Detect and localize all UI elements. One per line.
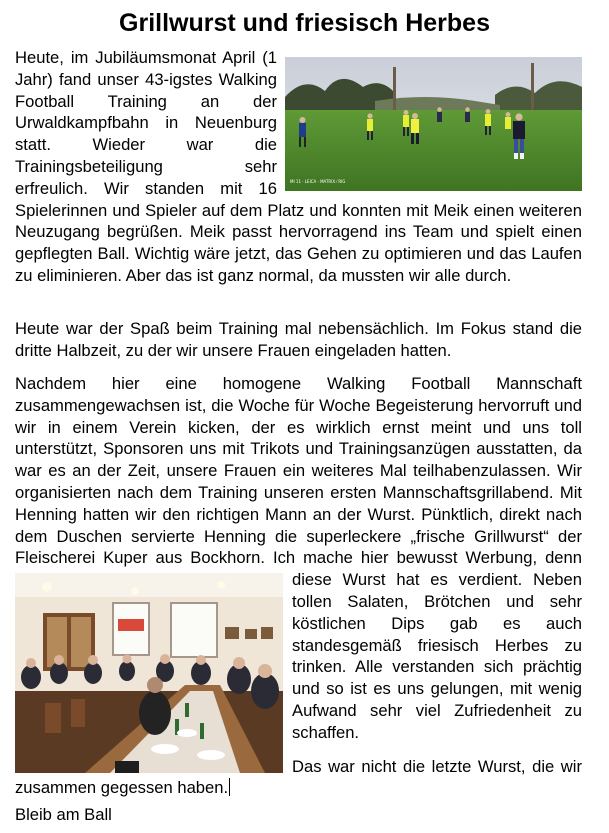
paragraph-4-text: Das war nicht die letzte Wurst, die wir zusammen gegessen haben. [15, 756, 582, 798]
football-training-photo [285, 57, 582, 191]
signoff: Bleib am Ball [15, 805, 112, 824]
paragraph-3-text-b: tollen Salaten, Brötchen und sehr köstlichen Dips gab es auch standesgemäß friesisch Herbes zu trinken. Alle verstanden sich prächtig und so ist es uns gelungen, mit wenig Aufwand sehr viel Zufriedenheit zu schaffen. [292, 591, 582, 742]
paragraph-1 [15, 47, 582, 287]
paragraph-1-text: Heute, im Jubiläumsmonat April (1 Jahr) fand unser 43-igstes Walking Football Training an der Urwaldkampfbahn in Neuenburg statt. Wieder war die Trainingsbeteiligung sehr erfreulich. Wir standen mit 16 Spielerinnen und Spieler auf dem Platz und konnten mit Meik einen weiteren Neuzugang begrüßen. Meik passt hervorragend ins Team und spielt einen gepflegten Ball. Wichtig wäre jetzt, das Gehen zu optimieren und das Laufen zu eliminieren. Aber das ist ganz normal, da mussten wir alle durch. [15, 48, 582, 285]
team-dinner-photo [15, 573, 283, 773]
text-cursor [229, 778, 230, 796]
photo-caption: MI 11 · LEICA · MATRIX ⁄ RIG [290, 179, 346, 184]
page-title: Grillwurst und friesisch Herbes [119, 9, 490, 37]
paragraph-3-text-a: Nachdem hier eine homogene Walking Football Mannschaft zusammengewachsen ist, die Woche für Woche Begeisterung hervorruft und wir in einem Verein kicken, der es wirklich ernst meint und uns toll unterstützt, Sponsoren uns mit Trikots und Trainingsanzügen ausstatten, da war es an der Zeit, unsere Frauen ein weiteres Mal teilhabenzulassen. Wir organisierten nach dem Training unseren ersten Mannschaftsgrillabend. Mit Henning hatten wir den richtigen Mann an der Wurst. Pünktlich, direkt nach dem Duschen servierte Henning die superleckere „frische Grillwurst“ der Fleischerei Kuper aus Bockhorn. Ich mache hier bewusst Werbung, denn diese Wurst hat es verdient. Neben [15, 374, 582, 590]
paragraph-2: Heute war der Spaß beim Training mal nebensächlich. Im Fokus stand die dritte Halbzeit, zu der wir unsere Frauen eingeladen hatten. [15, 319, 582, 360]
football-field-image [285, 57, 582, 191]
paragraph-3 [15, 373, 582, 799]
dinner-room-image [15, 573, 283, 773]
